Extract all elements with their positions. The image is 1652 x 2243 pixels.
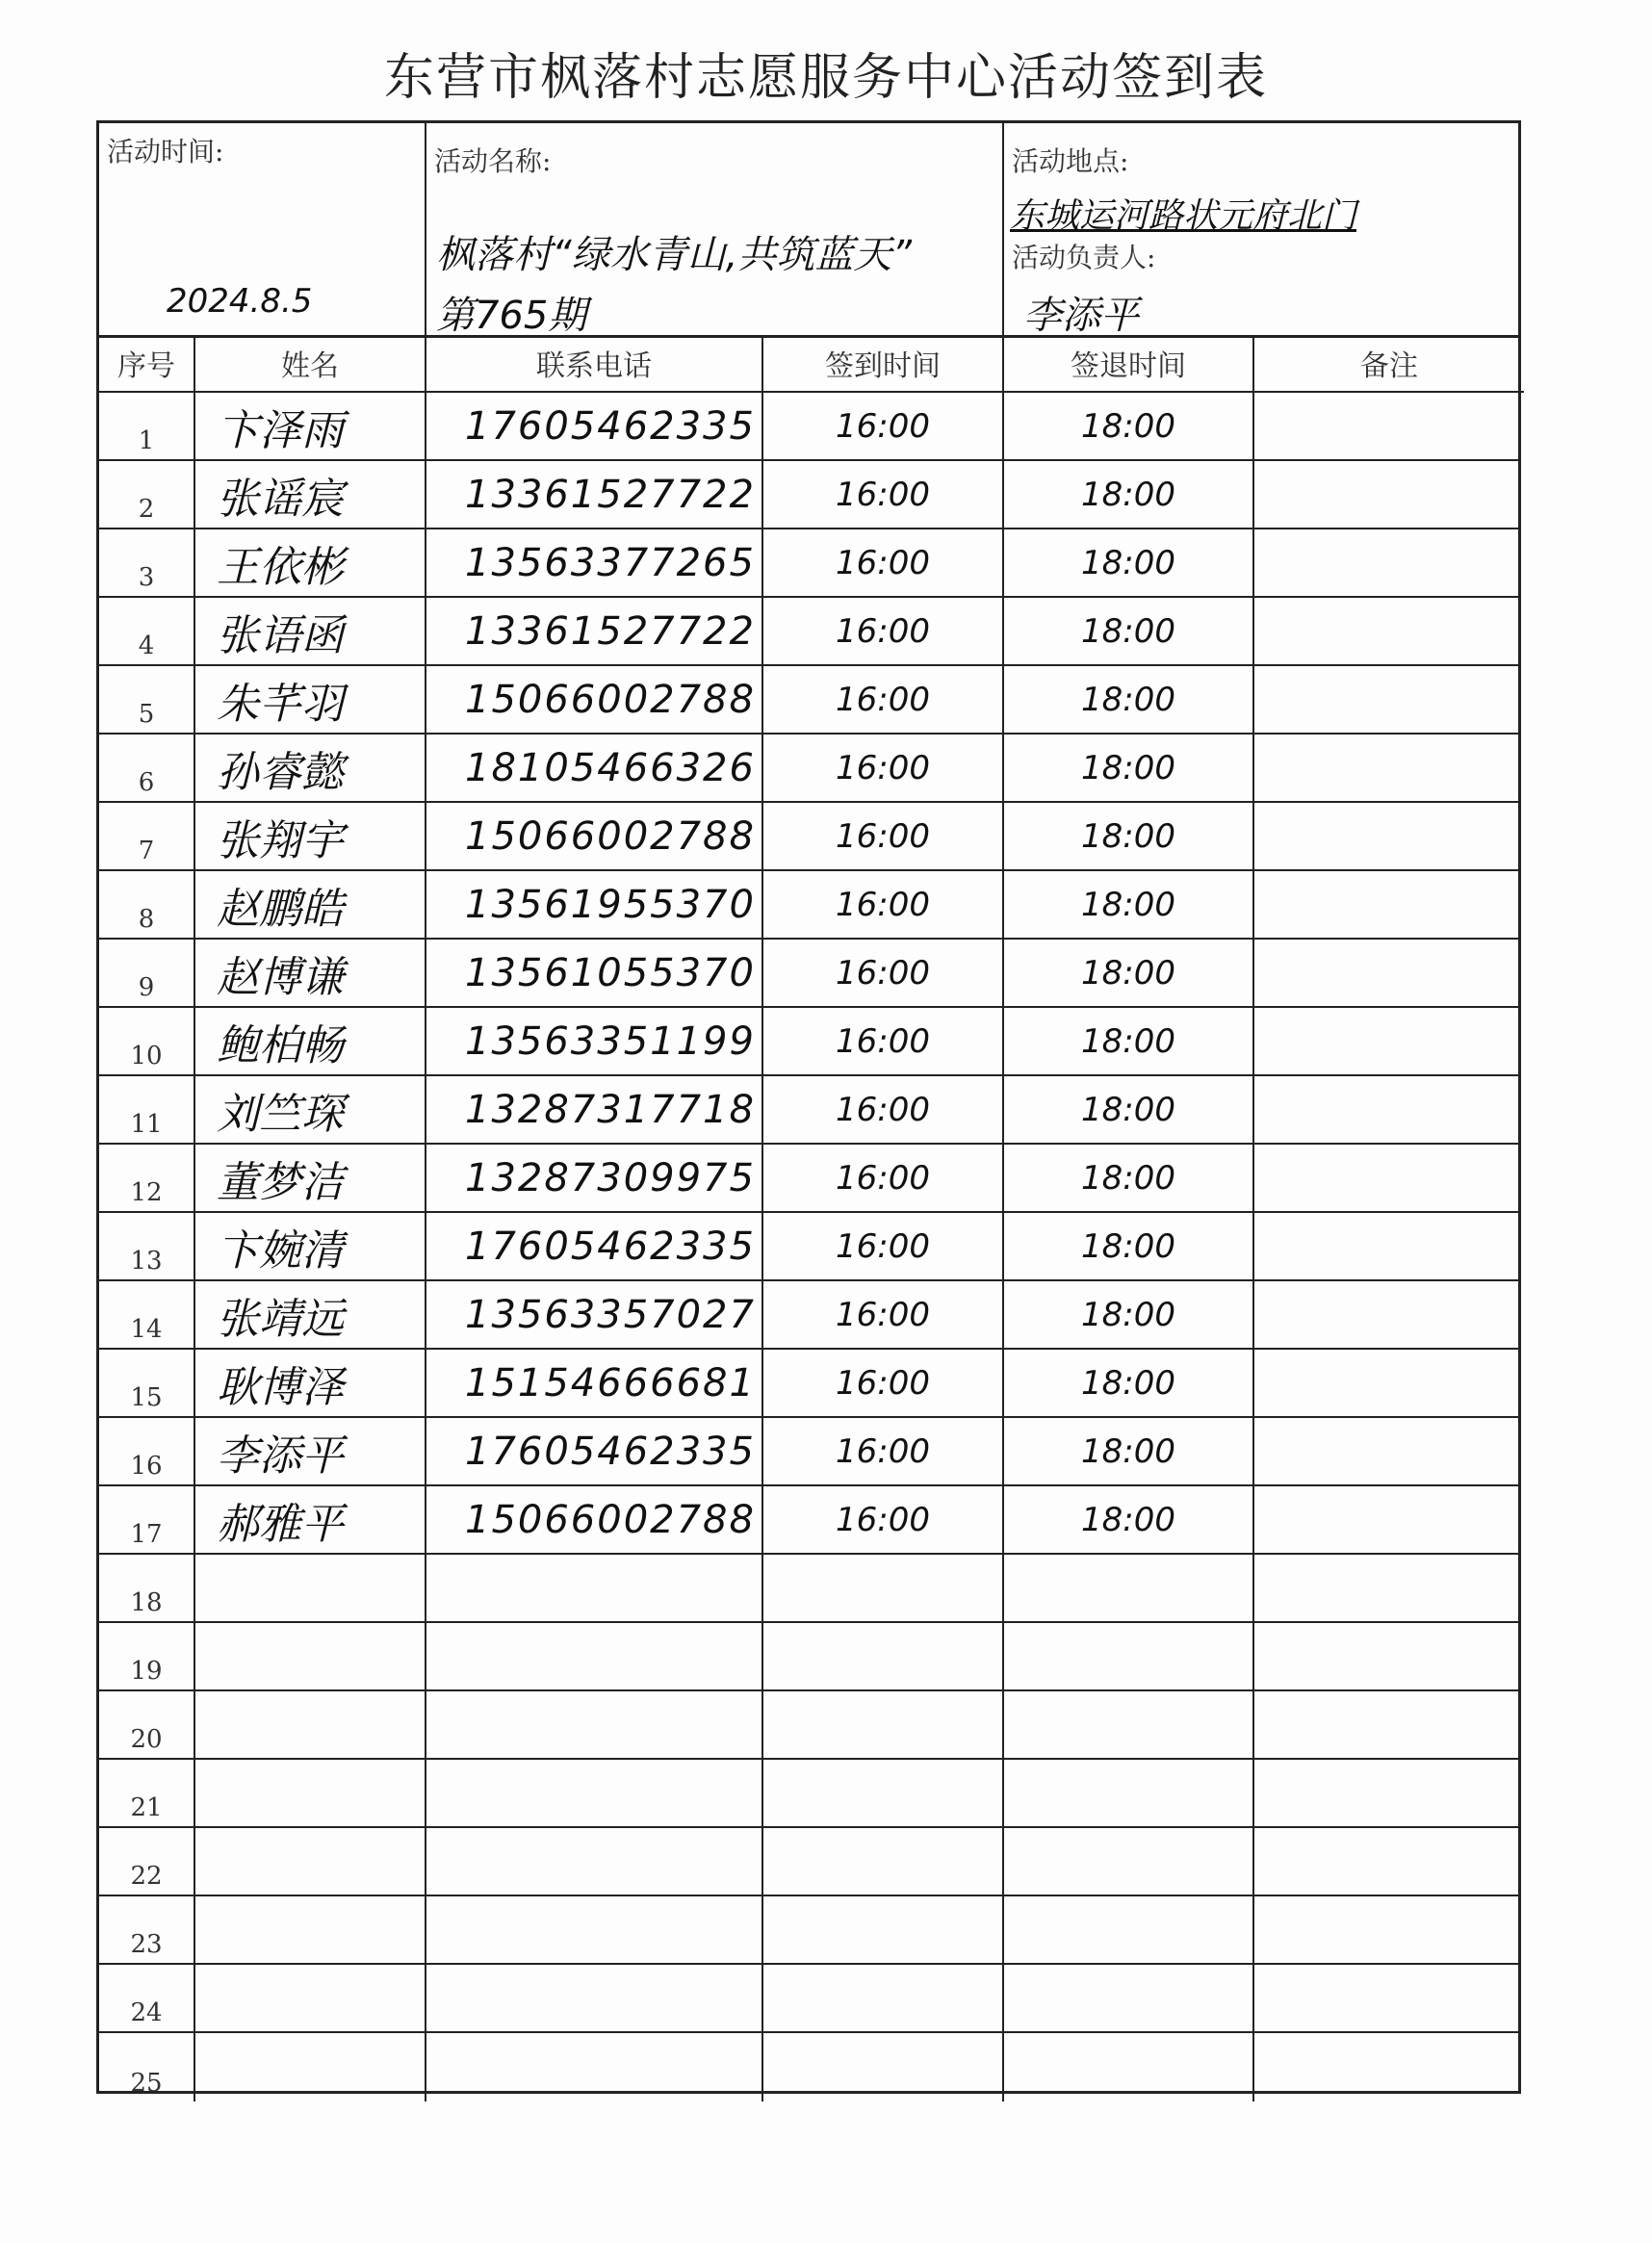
row-name: 张语函: [195, 598, 426, 664]
row-number: 4: [99, 598, 195, 664]
row-signin-time: 16:00: [763, 666, 1004, 733]
row-remark: [1254, 2033, 1524, 2101]
column-header-signout: 签退时间: [1004, 335, 1254, 393]
activity-time-value: 2024.8.5: [167, 282, 313, 321]
row-remark: [1254, 1896, 1524, 1963]
table-row: [99, 1350, 1518, 1418]
row-signout-time: 18:00: [1004, 871, 1254, 938]
row-signin-time: 16:00: [763, 461, 1004, 528]
row-number: 19: [99, 1623, 195, 1689]
row-name: [195, 1828, 426, 1895]
row-signout-time: 18:00: [1004, 1008, 1254, 1074]
row-phone: 13361527722: [426, 598, 763, 664]
row-phone: 13361527722: [426, 461, 763, 528]
row-signout-time: [1004, 1896, 1254, 1963]
row-number: 20: [99, 1691, 195, 1758]
row-phone: 15066002788: [426, 1486, 763, 1553]
activity-name-cell: [426, 123, 1004, 338]
row-phone: [426, 2033, 763, 2101]
row-name: [195, 1965, 426, 2031]
row-remark: [1254, 803, 1524, 869]
row-name: [195, 1623, 426, 1689]
row-signout-time: 18:00: [1004, 1281, 1254, 1348]
row-number: 8: [99, 871, 195, 938]
row-name: 李添平: [195, 1418, 426, 1484]
row-phone: [426, 1965, 763, 2031]
table-row: [99, 1555, 1518, 1623]
row-remark: [1254, 1965, 1524, 2031]
row-name: [195, 2033, 426, 2101]
table-row: [99, 1691, 1518, 1760]
row-signin-time: 16:00: [763, 1486, 1004, 1553]
row-name: 张翔宇: [195, 803, 426, 869]
row-name: 刘竺琛: [195, 1076, 426, 1143]
row-phone: 18105466326: [426, 735, 763, 801]
row-signin-time: 16:00: [763, 393, 1004, 459]
row-phone: 15066002788: [426, 803, 763, 869]
row-name: 赵博谦: [195, 940, 426, 1006]
row-name: 孙睿懿: [195, 735, 426, 801]
row-signin-time: 16:00: [763, 871, 1004, 938]
column-header-no: 序号: [99, 335, 195, 393]
row-signin-time: [763, 1555, 1004, 1621]
table-row: [99, 1213, 1518, 1281]
row-signin-time: 16:00: [763, 598, 1004, 664]
row-signout-time: 18:00: [1004, 1145, 1254, 1211]
row-number: 21: [99, 1760, 195, 1826]
row-number: 22: [99, 1828, 195, 1895]
row-signin-time: 16:00: [763, 1350, 1004, 1416]
row-phone: [426, 1623, 763, 1689]
table-row: [99, 803, 1518, 871]
page-title: 东营市枫落村志愿服务中心活动签到表: [383, 49, 1268, 107]
row-remark: [1254, 1828, 1524, 1895]
row-name: 张靖远: [195, 1281, 426, 1348]
row-number: 10: [99, 1008, 195, 1074]
table-row: [99, 1896, 1518, 1965]
row-signin-time: [763, 2033, 1004, 2101]
row-number: 15: [99, 1350, 195, 1416]
row-signout-time: 18:00: [1004, 529, 1254, 596]
row-number: 12: [99, 1145, 195, 1211]
column-header-phone: 联系电话: [426, 335, 763, 393]
row-signout-time: [1004, 1623, 1254, 1689]
row-number: 9: [99, 940, 195, 1006]
row-remark: [1254, 461, 1524, 528]
row-remark: [1254, 735, 1524, 801]
row-number: 1: [99, 393, 195, 459]
row-signin-time: 16:00: [763, 735, 1004, 801]
row-name: [195, 1896, 426, 1963]
column-header-name: 姓名: [195, 335, 426, 393]
activity-location-label: 活动地点:: [1012, 145, 1129, 177]
table-row: [99, 1965, 1518, 2033]
row-remark: [1254, 1281, 1524, 1348]
row-phone: [426, 1555, 763, 1621]
row-signin-time: [763, 1828, 1004, 1895]
row-number: 5: [99, 666, 195, 733]
table-row: [99, 1145, 1518, 1213]
row-number: 7: [99, 803, 195, 869]
sign-in-sheet: [96, 120, 1521, 2098]
table-row: [99, 1281, 1518, 1350]
row-signout-time: 18:00: [1004, 1418, 1254, 1484]
row-remark: [1254, 666, 1524, 733]
table-row: [99, 529, 1518, 598]
row-signin-time: [763, 1965, 1004, 2031]
activity-time-cell: [99, 123, 426, 335]
row-remark: [1254, 940, 1524, 1006]
row-phone: 13563357027: [426, 1281, 763, 1348]
row-name: 卞泽雨: [195, 393, 426, 459]
column-header-signin: 签到时间: [763, 335, 1004, 393]
row-signin-time: 16:00: [763, 1418, 1004, 1484]
table-row: [99, 735, 1518, 803]
row-name: [195, 1555, 426, 1621]
table-row: [99, 871, 1518, 940]
row-signout-time: 18:00: [1004, 666, 1254, 733]
row-signout-time: 18:00: [1004, 1076, 1254, 1143]
activity-leader-value: 李添平: [1023, 294, 1139, 338]
row-remark: [1254, 1623, 1524, 1689]
row-signout-time: 18:00: [1004, 940, 1254, 1006]
row-number: 24: [99, 1965, 195, 2031]
row-phone: 13287317718: [426, 1076, 763, 1143]
row-name: 赵鹏皓: [195, 871, 426, 938]
activity-name-label: 活动名称:: [434, 145, 552, 177]
row-signin-time: [763, 1896, 1004, 1963]
row-name: 郝雅平: [195, 1486, 426, 1553]
table-row: [99, 1008, 1518, 1076]
table-row: [99, 1828, 1518, 1896]
row-remark: [1254, 1076, 1524, 1143]
row-name: [195, 1760, 426, 1826]
row-name: 耿博泽: [195, 1350, 426, 1416]
row-name: 卞婉清: [195, 1213, 426, 1279]
table-row: [99, 598, 1518, 666]
row-remark: [1254, 393, 1524, 459]
row-signin-time: [763, 1623, 1004, 1689]
row-signin-time: [763, 1760, 1004, 1826]
activity-name-line2: 第765期: [436, 294, 587, 338]
table-row: [99, 461, 1518, 529]
row-phone: [426, 1828, 763, 1895]
row-signout-time: [1004, 1760, 1254, 1826]
row-name: 董梦洁: [195, 1145, 426, 1211]
row-signin-time: 16:00: [763, 803, 1004, 869]
row-number: 2: [99, 461, 195, 528]
activity-location-cell: [1004, 123, 1524, 338]
row-phone: 13287309975: [426, 1145, 763, 1211]
row-name: 王依彬: [195, 529, 426, 596]
row-signout-time: 18:00: [1004, 1213, 1254, 1279]
row-phone: 13563377265: [426, 529, 763, 596]
table-row: [99, 940, 1518, 1008]
row-signin-time: 16:00: [763, 1213, 1004, 1279]
row-name: 鲍柏畅: [195, 1008, 426, 1074]
table-row: [99, 1760, 1518, 1828]
row-signout-time: 18:00: [1004, 1486, 1254, 1553]
row-remark: [1254, 1486, 1524, 1553]
row-remark: [1254, 1008, 1524, 1074]
table-row: [99, 1486, 1518, 1555]
row-signin-time: 16:00: [763, 1076, 1004, 1143]
row-signout-time: [1004, 1555, 1254, 1621]
row-signin-time: 16:00: [763, 1281, 1004, 1348]
row-phone: [426, 1760, 763, 1826]
row-signin-time: 16:00: [763, 940, 1004, 1006]
row-number: 13: [99, 1213, 195, 1279]
row-number: 11: [99, 1076, 195, 1143]
row-signin-time: 16:00: [763, 529, 1004, 596]
row-number: 17: [99, 1486, 195, 1553]
row-phone: 17605462335: [426, 393, 763, 459]
table-row: [99, 1076, 1518, 1145]
activity-name-line1: 枫落村“绿水青山,共筑蓝天”: [436, 233, 913, 277]
row-number: 18: [99, 1555, 195, 1621]
row-remark: [1254, 1760, 1524, 1826]
table-row: [99, 1623, 1518, 1691]
table-row: [99, 393, 1518, 461]
row-number: 14: [99, 1281, 195, 1348]
row-phone: 13561955370: [426, 871, 763, 938]
row-signout-time: [1004, 1691, 1254, 1758]
row-signout-time: 18:00: [1004, 1350, 1254, 1416]
row-phone: 17605462335: [426, 1213, 763, 1279]
row-phone: 13561055370: [426, 940, 763, 1006]
table-row: [99, 2033, 1518, 2101]
row-signin-time: 16:00: [763, 1008, 1004, 1074]
row-phone: 15154666681: [426, 1350, 763, 1416]
row-signout-time: [1004, 1965, 1254, 2031]
row-remark: [1254, 598, 1524, 664]
row-number: 6: [99, 735, 195, 801]
row-remark: [1254, 1350, 1524, 1416]
column-header-remark: 备注: [1254, 335, 1524, 393]
row-remark: [1254, 1145, 1524, 1211]
row-signout-time: 18:00: [1004, 393, 1254, 459]
row-number: 23: [99, 1896, 195, 1963]
row-phone: [426, 1896, 763, 1963]
row-number: 16: [99, 1418, 195, 1484]
row-remark: [1254, 1418, 1524, 1484]
row-remark: [1254, 871, 1524, 938]
row-phone: [426, 1691, 763, 1758]
row-remark: [1254, 529, 1524, 596]
row-signout-time: 18:00: [1004, 803, 1254, 869]
row-signout-time: 18:00: [1004, 735, 1254, 801]
sheet-header: [99, 123, 1518, 338]
row-signout-time: 18:00: [1004, 598, 1254, 664]
activity-leader-label: 活动负责人:: [1012, 242, 1156, 273]
row-signout-time: [1004, 2033, 1254, 2101]
table-row: [99, 666, 1518, 735]
row-signin-time: 16:00: [763, 1145, 1004, 1211]
row-name: 朱芊羽: [195, 666, 426, 733]
row-remark: [1254, 1555, 1524, 1621]
row-number: 25: [99, 2033, 195, 2101]
table-row: [99, 1418, 1518, 1486]
row-name: [195, 1691, 426, 1758]
row-phone: 13563351199: [426, 1008, 763, 1074]
row-remark: [1254, 1213, 1524, 1279]
row-name: 张谣宸: [195, 461, 426, 528]
row-signout-time: 18:00: [1004, 461, 1254, 528]
activity-location-value: 东城运河路状元府北门: [1010, 196, 1357, 236]
activity-time-label: 活动时间:: [107, 136, 224, 168]
row-signout-time: [1004, 1828, 1254, 1895]
row-signin-time: [763, 1691, 1004, 1758]
row-phone: 17605462335: [426, 1418, 763, 1484]
row-phone: 15066002788: [426, 666, 763, 733]
row-remark: [1254, 1691, 1524, 1758]
row-number: 3: [99, 529, 195, 596]
